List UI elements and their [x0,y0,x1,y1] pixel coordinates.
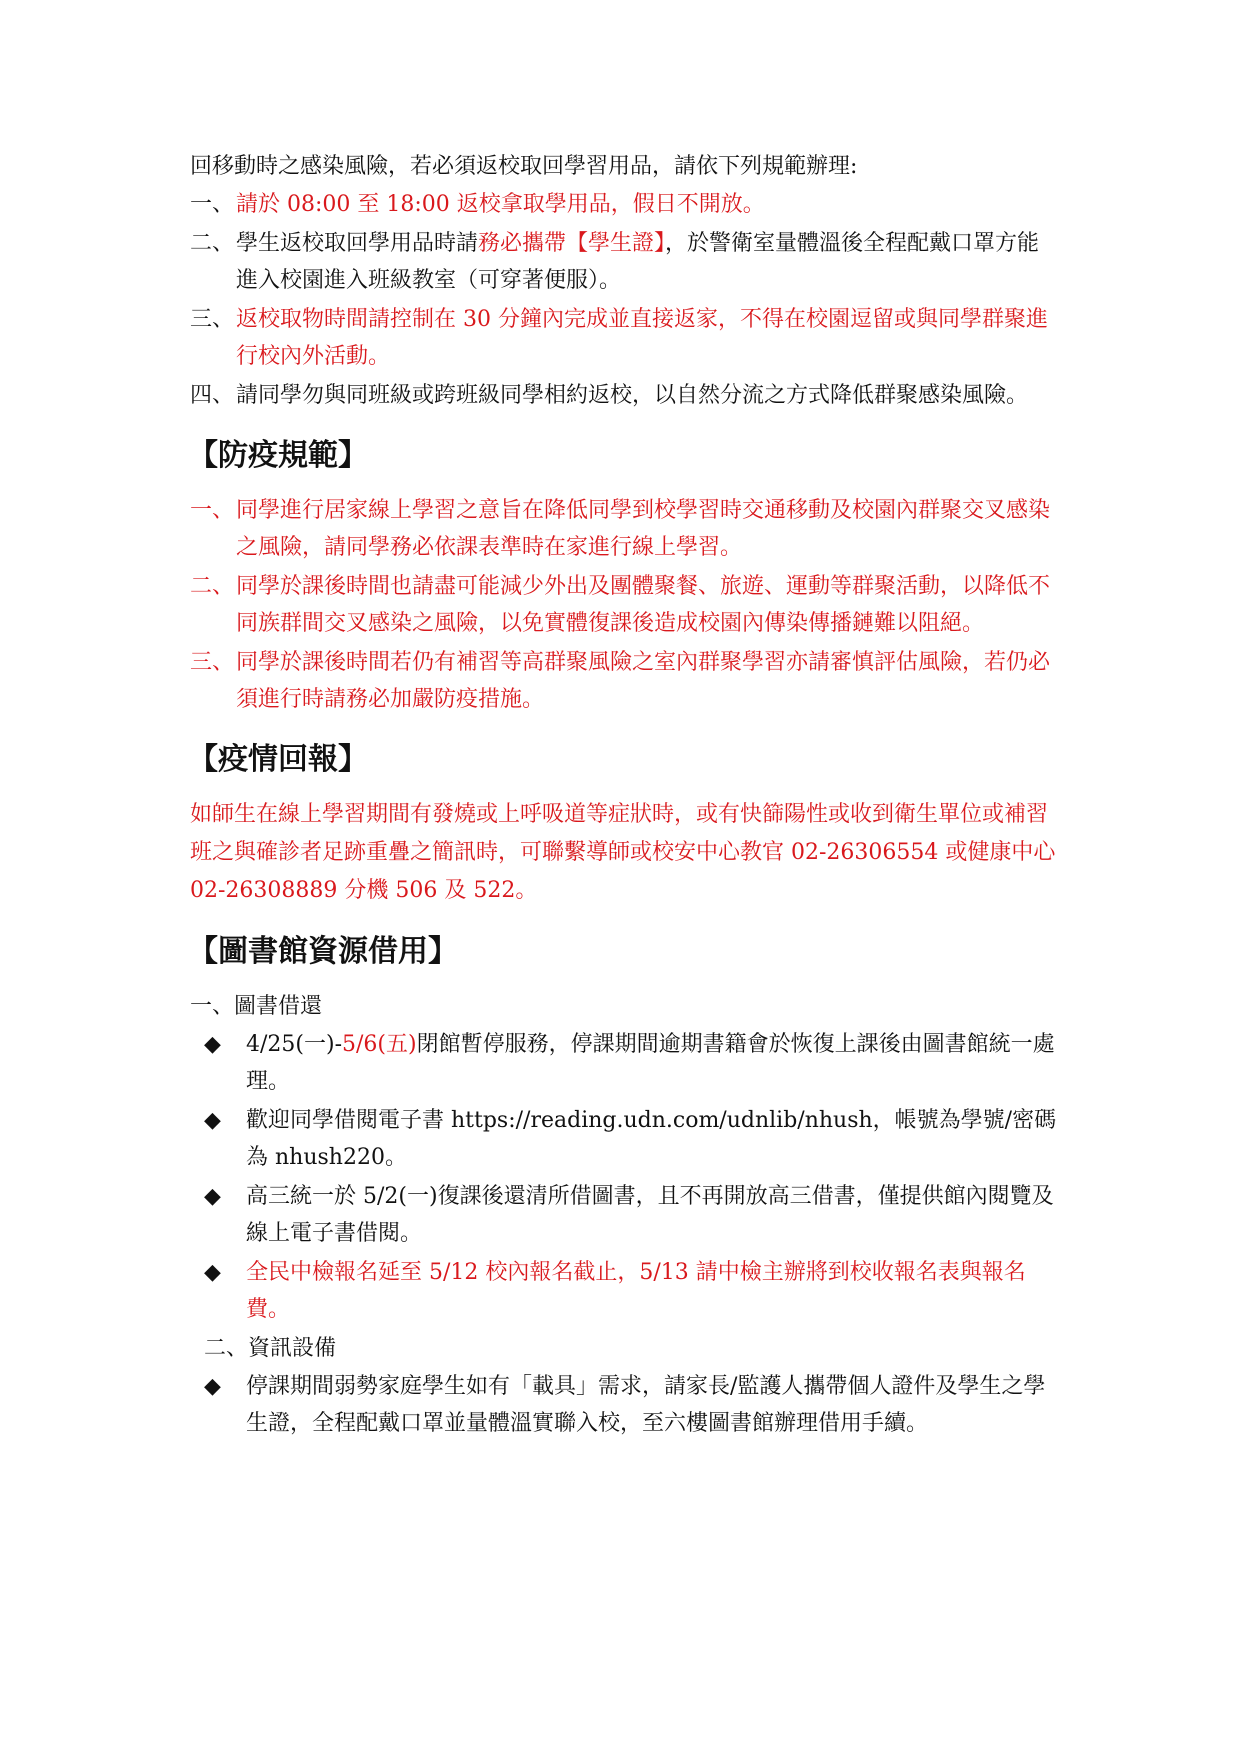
item-text: 返校取物時間請控制在 30 分鐘內完成並直接返家，不得在校園逗留或與同學群聚進行校內外活動。 [236,307,1048,369]
intro-item-3 [190,301,1060,375]
item-number: 二、 [190,574,235,599]
library-bullet-1 [204,1026,1060,1100]
diamond-bullet-icon: ◆ [204,1260,221,1285]
device-bullets [190,1368,1060,1442]
intro-text: 回移動時之感染風險，若必須返校取回學習用品，請依下列規範辦理: [190,154,858,179]
bullet-text: 閉館暫停服務，停課期間逾期書籍會於恢復上課後由圖書館統一處理。 [246,1032,1055,1094]
bullet-text: 停課期間弱勢家庭學生如有「載具」需求，請家長/監護人攜帶個人證件及學生之學生證，全程配戴口罩並量體溫實聯入校，至六樓圖書館辦理借用手續。 [246,1374,1046,1436]
section-heading-report: 【疫情回報】 [188,742,368,777]
section-heading-prevention: 【防疫規範】 [188,438,368,473]
device-bullet-1 [204,1368,1060,1442]
report-paragraph: 如師生在線上學習期間有發燒或上呼吸道等症狀時，或有快篩陽性或收到衛生單位或補習班之與確診者足跡重疊之簡訊時，可聯繫導師或校安中心教官 02-26306554 或健康中心 02-26308889 分機 506 及 522。 [190,802,1056,903]
bullet-text: 歡迎同學借閱電子書 https://reading.udn.com/udnlib/nhush，帳號為學號/密碼為 nhush220。 [246,1108,1057,1170]
document-content [190,148,1060,1444]
library-bullet-3 [204,1178,1060,1252]
section-heading-library: 【圖書館資源借用】 [188,934,458,969]
intro-item-1 [190,186,1060,223]
intro-item-4 [190,377,1060,414]
item-text: 學生返校取回學用品時請 [236,231,479,256]
library-bullet-4 [204,1254,1060,1328]
bullet-text-highlight: 5/6(五) [342,1032,417,1057]
item-text: 同學於課後時間若仍有補習等高群聚風險之室內群聚學習亦請審慎評估風險，若仍必須進行時請務必加嚴防疫措施。 [236,650,1051,712]
library-subheading-borrow: 一、圖書借還 [190,994,323,1019]
diamond-bullet-icon: ◆ [204,1108,221,1133]
library-subheading-devices: 二、資訊設備 [204,1336,337,1361]
item-number: 一、 [190,192,235,217]
library-bullets [190,1026,1060,1328]
intro-item-2 [190,225,1060,299]
item-text: 請於 08:00 至 18:00 返校拿取學用品，假日不開放。 [236,192,765,217]
diamond-bullet-icon: ◆ [204,1032,221,1057]
item-text: 同學進行居家線上學習之意旨在降低同學到校學習時交通移動及校園內群聚交叉感染之風險，請同學務必依課表準時在家進行線上學習。 [236,498,1051,560]
prevention-item-2 [190,568,1060,642]
item-number: 一、 [190,498,235,523]
bullet-text: 高三統一於 5/2(一)復課後還清所借圖書，且不再開放高三借書，僅提供館內閱覽及線上電子書借閱。 [246,1184,1054,1246]
bullet-text: 4/25(一)- [246,1032,343,1057]
library-bullet-2 [204,1102,1060,1176]
item-text: 同學於課後時間也請盡可能減少外出及團體聚餐、旅遊、運動等群聚活動，以降低不同族群間交叉感染之風險，以免實體復課後造成校園內傳染傳播鏈難以阻絕。 [236,574,1051,636]
item-text: ，於警衛室量體溫後全程配戴口罩方能進入校園進入班級教室（可穿著便服）。 [236,231,1040,293]
bullet-text: 全民中檢報名延至 5/12 校內報名截止，5/13 請中檢主辦將到校收報名表與報名費。 [246,1260,1026,1322]
prevention-item-3 [190,644,1060,718]
item-number: 三、 [190,650,235,675]
intro-list [190,186,1060,414]
prevention-item-1 [190,492,1060,566]
item-text-highlight: 務必攜帶【學生證】 [478,231,666,256]
item-number: 三、 [190,307,235,332]
prevention-list [190,492,1060,718]
item-number: 二、 [190,231,235,256]
diamond-bullet-icon: ◆ [204,1374,221,1399]
diamond-bullet-icon: ◆ [204,1184,221,1209]
item-number: 四、 [190,383,235,408]
item-text: 請同學勿與同班級或跨班級同學相約返校，以自然分流之方式降低群聚感染風險。 [236,383,1029,408]
